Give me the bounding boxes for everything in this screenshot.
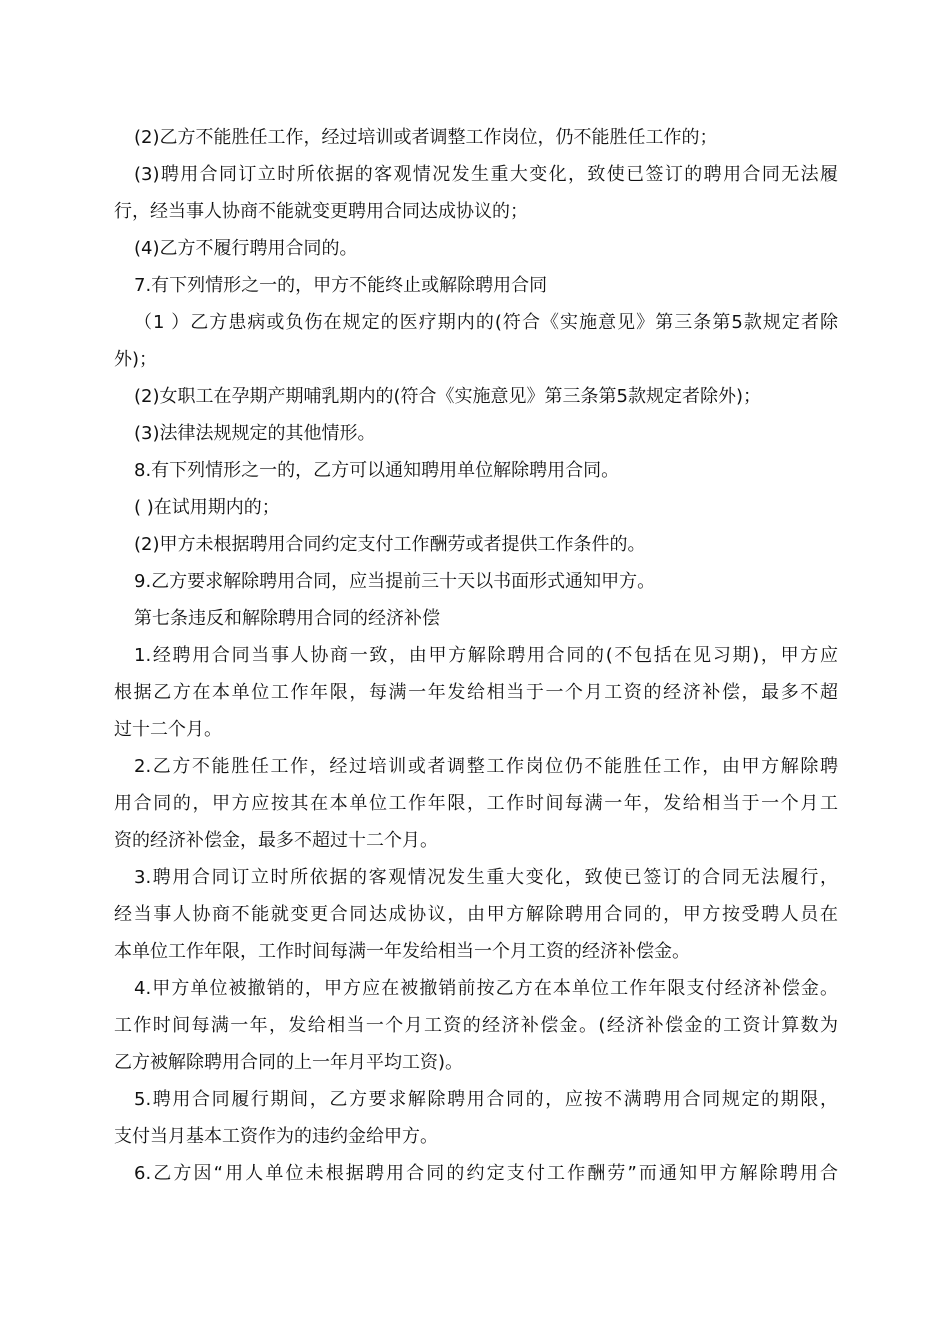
text-line: (2)女职工在孕期产期哺乳期内的(符合《实施意见》第三条第5款规定者除外)； xyxy=(134,386,761,407)
text-line: 6.乙方因“用人单位未根据聘用合同的约定支付工作酬劳”而通知甲方解除聘用合 xyxy=(134,1163,838,1184)
text-line: 过十二个月。 xyxy=(114,719,222,740)
text-line: (3)法律法规规定的其他情形。 xyxy=(134,423,376,444)
text-line: 1.经聘用合同当事人协商一致，由甲方解除聘用合同的(不包括在见习期)，甲方应 xyxy=(134,645,838,666)
text-line: 资的经济补偿金，最多不超过十二个月。 xyxy=(114,830,438,851)
text-line: 7.有下列情形之一的，甲方不能终止或解除聘用合同 xyxy=(134,275,548,296)
text-line: （1 ）乙方患病或负伤在规定的医疗期内的(符合《实施意见》第三条第5款规定者除 xyxy=(134,312,838,333)
text-line: 本单位工作年限，工作时间每满一年发给相当一个月工资的经济补偿金。 xyxy=(114,941,690,962)
document-body xyxy=(114,122,838,1195)
text-line: 经当事人协商不能就变更合同达成协议，由甲方解除聘用合同的，甲方按受聘人员在 xyxy=(114,904,838,925)
text-line: 支付当月基本工资作为的违约金给甲方。 xyxy=(114,1126,438,1147)
text-line: 工作时间每满一年，发给相当一个月工资的经济补偿金。(经济补偿金的工资计算数为 xyxy=(114,1015,838,1036)
section-heading: 第七条违反和解除聘用合同的经济补偿 xyxy=(134,608,440,629)
text-line: 根据乙方在本单位工作年限，每满一年发给相当于一个月工资的经济补偿，最多不超 xyxy=(114,682,838,703)
text-line: (2)甲方未根据聘用合同约定支付工作酬劳或者提供工作条件的。 xyxy=(134,534,646,555)
text-line: 3.聘用合同订立时所依据的客观情况发生重大变化，致使已签订的合同无法履行， xyxy=(134,867,838,888)
text-line: 8.有下列情形之一的，乙方可以通知聘用单位解除聘用合同。 xyxy=(134,460,620,481)
text-line: 外)； xyxy=(114,349,158,370)
text-line: 5.聘用合同履行期间，乙方要求解除聘用合同的，应按不满聘用合同规定的期限， xyxy=(134,1089,838,1110)
text-line: (3)聘用合同订立时所依据的客观情况发生重大变化，致使已签订的聘用合同无法履 xyxy=(134,164,838,185)
text-line: ( )在试用期内的； xyxy=(134,497,280,518)
text-line: 行，经当事人协商不能就变更聘用合同达成协议的； xyxy=(114,201,528,222)
text-line: 2.乙方不能胜任工作，经过培训或者调整工作岗位仍不能胜任工作，由甲方解除聘 xyxy=(134,756,838,777)
text-line: (2)乙方不能胜任工作，经过培训或者调整工作岗位，仍不能胜任工作的； xyxy=(134,127,718,148)
text-line: (4)乙方不履行聘用合同的。 xyxy=(134,238,358,259)
text-line: 用合同的，甲方应按其在本单位工作年限，工作时间每满一年，发给相当于一个月工 xyxy=(114,793,838,814)
text-line: 4.甲方单位被撤销的，甲方应在被撤销前按乙方在本单位工作年限支付经济补偿金。 xyxy=(134,978,838,999)
text-line: 乙方被解除聘用合同的上一年月平均工资)。 xyxy=(114,1052,464,1073)
text-line: 9.乙方要求解除聘用合同，应当提前三十天以书面形式通知甲方。 xyxy=(134,571,656,592)
